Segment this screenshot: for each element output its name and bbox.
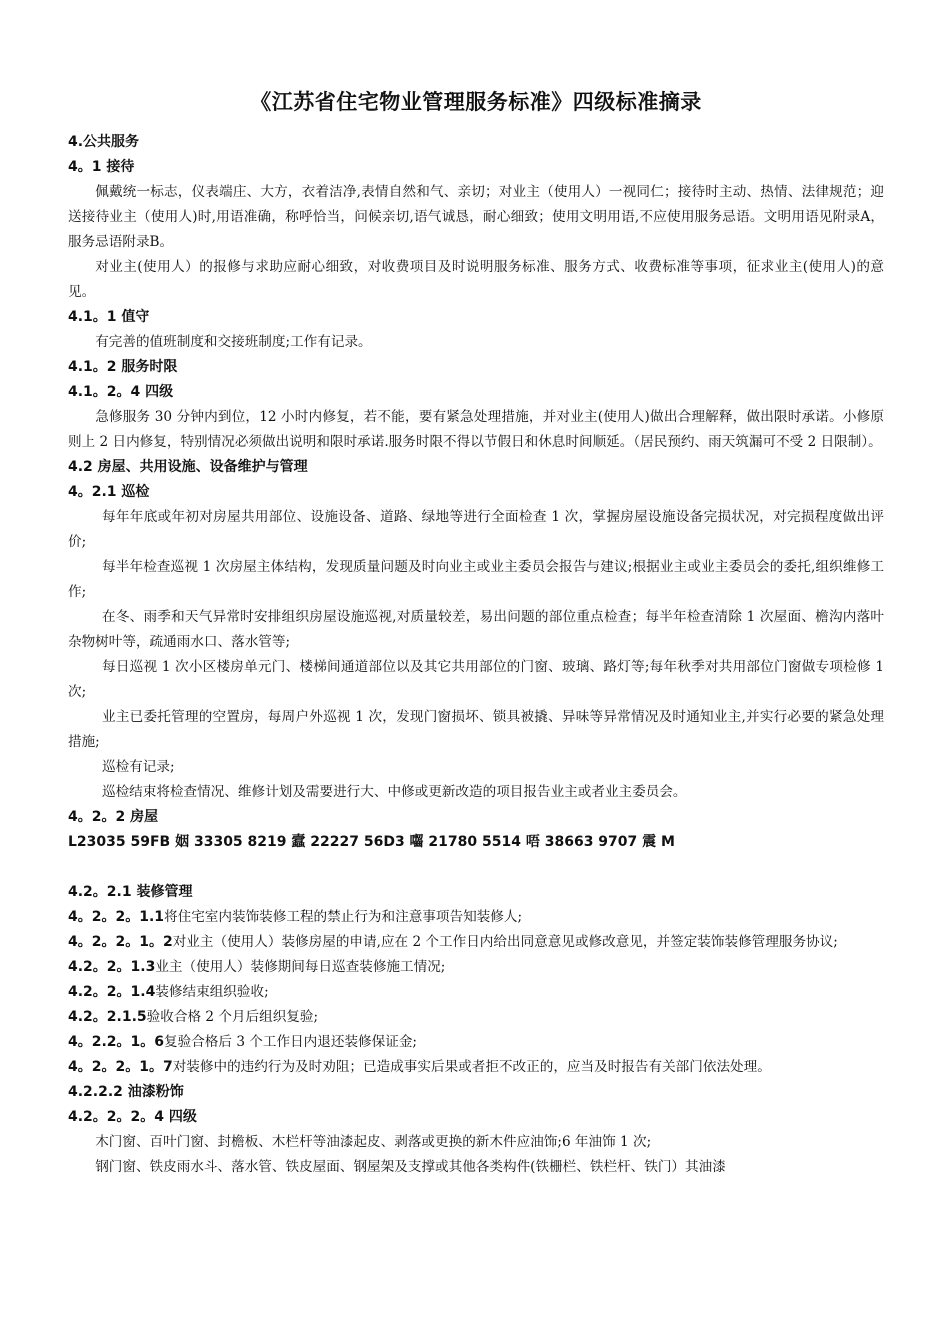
clause-item xyxy=(68,1030,884,1055)
garbled-text-line: L23035 59FB 姻 33305 8219 蠧 22227 56D3 囓 21780 5514 唔 38663 9707 震 M xyxy=(68,834,675,850)
body-paragraph: 每日巡视 1 次小区楼房单元门、楼梯间通道部位以及其它共用部位的门窗、玻璃、路灯等;每年秋季对共用部位门窗做专项检修 1 次; xyxy=(68,659,884,700)
body-paragraph: 巡检有记录; xyxy=(102,759,175,775)
clause-item xyxy=(68,955,884,980)
body-paragraph: 每半年检查巡视 1 次房屋主体结构，发现质量问题及时向业主或业主委员会报告与建议;根据业主或业主委员会的委托,组织维修工作; xyxy=(68,559,884,600)
document-body xyxy=(68,130,884,1180)
section-heading: 4.2.2.2 油漆粉饰 xyxy=(68,1084,184,1100)
section-heading: 4。1 接待 xyxy=(68,159,135,175)
section-heading: 4.2。2。2。4 四级 xyxy=(68,1109,197,1125)
clause-item xyxy=(68,980,884,1005)
clause-item xyxy=(68,1055,884,1080)
clause-text: 装修结束组织验收; xyxy=(155,984,269,1000)
section-heading: 4.1。1 值守 xyxy=(68,309,150,325)
body-paragraph: 有完善的值班制度和交接班制度;工作有记录。 xyxy=(95,334,372,350)
clause-item xyxy=(68,930,884,955)
clause-text: 验收合格 2 个月后组织复验; xyxy=(146,1009,319,1025)
clause-number: 4。2.2。1。6 xyxy=(68,1034,165,1050)
body-paragraph: 急修服务 30 分钟内到位，12 小时内修复，若不能，要有紧急处理措施，并对业主(使用人)做出合理解释，做出限时承诺。小修原则上 2 日内修复，特别情况必须做出说明和限时承诺.服务时限不得以节假日和休息时间顺延。（居民预约、雨天筑漏可不受 2 日限制）。 xyxy=(68,409,884,450)
body-paragraph: 业主已委托管理的空置房，每周户外巡视 1 次，发现门窗损坏、锁具被撬、异味等异常情况及时通知业主,并实行必要的紧急处理措施; xyxy=(68,709,884,750)
clause-number: 4.2。2。1.4 xyxy=(68,984,156,1000)
body-paragraph: 每年年底或年初对房屋共用部位、设施设备、道路、绿地等进行全面检查 1 次，掌握房屋设施设备完损状况，对完损程度做出评价; xyxy=(68,509,884,550)
document-title: 《江苏省住宅物业管理服务标准》四级标准摘录 xyxy=(250,90,702,114)
body-paragraph: 对业主(使用人）的报修与求助应耐心细致，对收费项目及时说明服务标准、服务方式、收费标准等事项，征求业主(使用人)的意见。 xyxy=(68,259,884,300)
clause-text: 对装修中的违约行为及时劝阻；已造成事实后果或者拒不改正的，应当及时报告有关部门依法处理。 xyxy=(172,1059,771,1075)
section-heading: 4。2。2 房屋 xyxy=(68,809,159,825)
clause-text: 对业主（使用人）装修房屋的申请,应在 2 个工作日内给出同意意见或修改意见，并签定装饰装修管理服务协议; xyxy=(172,934,838,950)
section-heading: 4.2。2.1 装修管理 xyxy=(68,884,193,900)
clause-item xyxy=(68,1005,884,1030)
body-paragraph: 钢门窗、铁皮雨水斗、落水管、铁皮屋面、钢屋架及支撑或其他各类构件(铁栅栏、铁栏杆、铁门）其油漆 xyxy=(95,1159,726,1175)
body-paragraph: 佩戴统一标志，仪表端庄、大方，衣着洁净,表情自然和气、亲切；对业主（使用人）一视同仁；接待时主动、热情、法律规范；迎送接待业主（使用人)时,用语准确，称呼恰当，问候亲切,语气诚恳，耐心细致；使用文明用语,不应使用服务忌语。文明用语见附录A，服务忌语附录B。 xyxy=(68,184,884,250)
clause-number: 4.2。2。1.3 xyxy=(68,959,156,975)
blank-line xyxy=(68,855,884,880)
clause-number: 4.2。2.1.5 xyxy=(68,1009,147,1025)
body-paragraph: 巡检结束将检查情况、维修计划及需要进行大、中修或更新改造的项目报告业主或者业主委员会。 xyxy=(102,784,687,800)
section-heading: 4.1。2。4 四级 xyxy=(68,384,174,400)
body-paragraph: 在冬、雨季和天气异常时安排组织房屋设施巡视,对质量较差，易出问题的部位重点检查；每半年检查清除 1 次屋面、檐沟内落叶杂物树叶等，疏通雨水口、落水管等; xyxy=(68,609,884,650)
clause-item xyxy=(68,905,884,930)
clause-text: 复验合格后 3 个工作日内退还装修保证金; xyxy=(164,1034,417,1050)
clause-number: 4。2。2。1.1 xyxy=(68,909,165,925)
section-heading: 4.1。2 服务时限 xyxy=(68,359,178,375)
body-paragraph: 木门窗、百叶门窗、封檐板、木栏杆等油漆起皮、剥落或更换的新木件应油饰;6 年油饰 1 次; xyxy=(95,1134,652,1150)
clause-text: 将住宅室内装饰装修工程的禁止行为和注意事项告知装修人; xyxy=(164,909,523,925)
section-heading: 4.公共服务 xyxy=(68,134,140,150)
clause-number: 4。2。2。1。7 xyxy=(68,1059,173,1075)
section-heading: 4.2 房屋、共用设施、设备维护与管理 xyxy=(68,459,308,475)
section-heading: 4。2.1 巡检 xyxy=(68,484,150,500)
clause-number: 4。2。2。1。2 xyxy=(68,934,173,950)
clause-text: 业主（使用人）装修期间每日巡查装修施工情况; xyxy=(155,959,446,975)
